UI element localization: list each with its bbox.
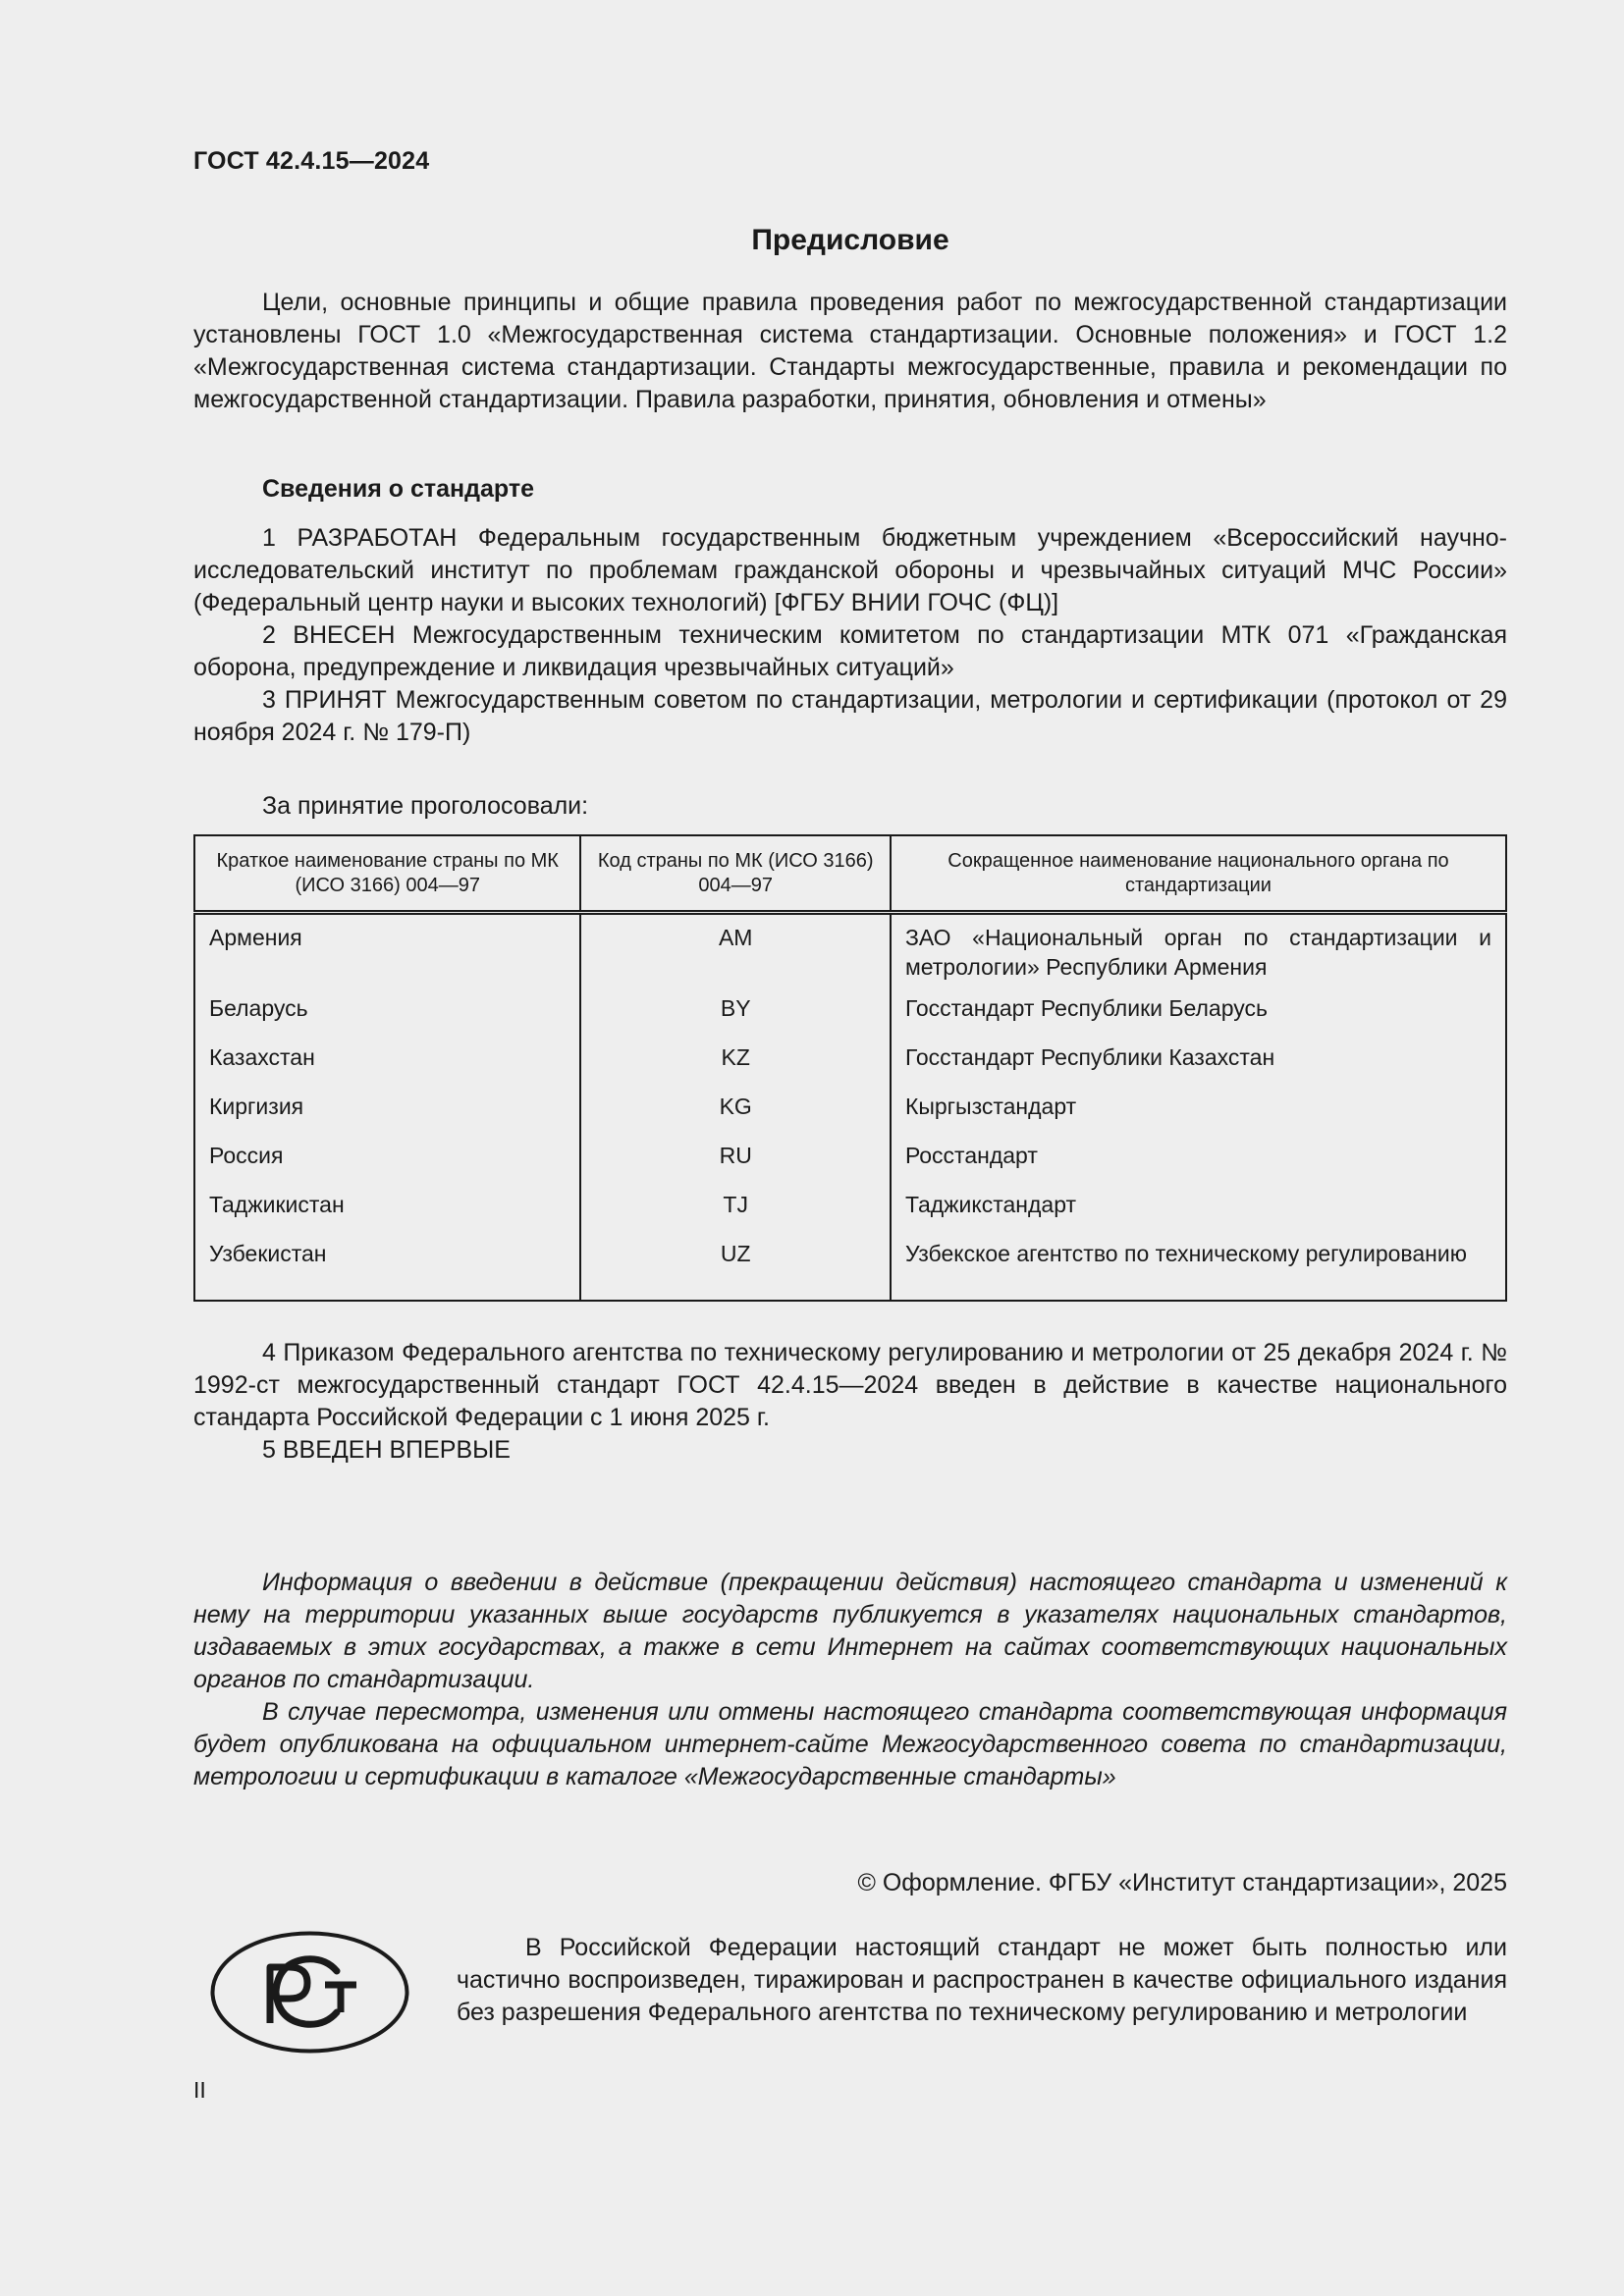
cell-country: Беларусь <box>194 993 580 1042</box>
voted-label: За принятие проголосовали: <box>262 792 589 820</box>
cell-code: AM <box>580 913 890 994</box>
cell-country: Таджикистан <box>194 1190 580 1239</box>
table-row <box>194 1092 1506 1141</box>
header-code: Код страны по МК (ИСО 3166) 004—97 <box>580 835 890 913</box>
cell-code: KZ <box>580 1042 890 1092</box>
notice-section <box>193 1567 1507 1793</box>
info-heading: Сведения о стандарте <box>262 475 535 503</box>
info-heading-block <box>193 473 1507 506</box>
voted-label-block <box>193 790 1507 823</box>
page-number: II <box>193 2077 206 2103</box>
cell-code: UZ <box>580 1239 890 1301</box>
cell-org: Госстандарт Республики Казахстан <box>891 1042 1506 1092</box>
notice-paragraph-1: Информация о введении в действие (прекращении действия) настоящего стандарта и изменений к нему на территории указанных выше государств публикуется в указателях национальных стандартов, издаваемых в этих государствах, а также в сети Интернет на сайтах соответствующих национальных органов по стандартизации. <box>193 1569 1507 1693</box>
notice-paragraph-2: В случае пересмотра, изменения или отмены настоящего стандарта соответствующая информация будет опубликована на официальном интернет-сайте Межгосударственного совета по стандартизации, метрологии и сертификации в каталоге «Межгосударственные стандарты» <box>193 1698 1507 1790</box>
voting-table <box>193 834 1507 1302</box>
table-row <box>194 1042 1506 1092</box>
item-3-adopted: 3 ПРИНЯТ Межгосударственным советом по стандартизации, метрологии и сертификации (протокол от 29 ноября 2024 г. № 179-П) <box>193 686 1507 746</box>
item-4-order: 4 Приказом Федерального агентства по техническому регулированию и метрологии от 25 декабря 2024 г. № 1992-ст межгосударственный стандарт ГОСТ 42.4.15—2024 введен в действие в качестве национального стандарта Российской Федерации с 1 июня 2025 г. <box>193 1339 1507 1431</box>
table-row <box>194 1239 1506 1301</box>
rst-certification-mark-icon <box>209 1930 410 2055</box>
item-2-submitted: 2 ВНЕСЕН Межгосударственным техническим комитетом по стандартизации МТК 071 «Гражданская оборона, предупреждение и ликвидация чрезвычайных ситуаций» <box>193 621 1507 681</box>
page-title: Предисловие <box>751 224 949 256</box>
table-header-row <box>194 835 1506 913</box>
intro-section <box>193 287 1507 416</box>
intro-paragraph: Цели, основные принципы и общие правила проведения работ по межгосударственной стандартизации установлены ГОСТ 1.0 «Межгосударственная система стандартизации. Основные положения» и ГОСТ 1.2 «Межгосударственная система стандартизации. Стандарты межгосударственные, правила и рекомендации по межгосударственной стандартизации. Правила разработки, принятия, обновления и отмены» <box>193 289 1507 413</box>
header-country: Краткое наименование страны по МК (ИСО 3166) 004—97 <box>194 835 580 913</box>
item-1-developed: 1 РАЗРАБОТАН Федеральным государственным бюджетным учреждением «Всероссийский научно-исследовательский институт по проблемам гражданской обороны и чрезвычайных ситуаций МЧС России» (Федеральный центр науки и высоких технологий) [ФГБУ ВНИИ ГОЧС (ФЦ)] <box>193 524 1507 616</box>
cell-org: Госстандарт Республики Беларусь <box>891 993 1506 1042</box>
cell-country: Киргизия <box>194 1092 580 1141</box>
table-row <box>194 1141 1506 1190</box>
cell-code: KG <box>580 1092 890 1141</box>
table-row <box>194 913 1506 994</box>
cell-org: Узбекское агентство по техническому регулированию <box>891 1239 1506 1301</box>
cell-org: Таджикстандарт <box>891 1190 1506 1239</box>
cell-code: BY <box>580 993 890 1042</box>
cell-code: RU <box>580 1141 890 1190</box>
rights-notice: В Российской Федерации настоящий стандарт не может быть полностью или частично воспроизведен, тиражирован и распространен в качестве официального издания без разрешения Федерального агентства по техническому регулированию и метрологии <box>457 1934 1507 2026</box>
standard-info <box>193 522 1507 749</box>
cell-org: Росстандарт <box>891 1141 1506 1190</box>
copyright-line: © Оформление. ФГБУ «Институт стандартизации», 2025 <box>857 1869 1507 1896</box>
table-row <box>194 1190 1506 1239</box>
item-5-first-introduced: 5 ВВЕДЕН ВПЕРВЫЕ <box>262 1436 511 1464</box>
document-id: ГОСТ 42.4.15—2024 <box>193 147 430 175</box>
cell-org: Кыргызстандарт <box>891 1092 1506 1141</box>
table-row <box>194 993 1506 1042</box>
cell-country: Россия <box>194 1141 580 1190</box>
cell-code: TJ <box>580 1190 890 1239</box>
cell-country: Армения <box>194 913 580 994</box>
cell-country: Узбекистан <box>194 1239 580 1301</box>
enactment-section <box>193 1337 1507 1467</box>
cell-country: Казахстан <box>194 1042 580 1092</box>
cell-org: ЗАО «Национальный орган по стандартизации и метрологии» Республики Армения <box>891 913 1506 994</box>
header-org: Сокращенное наименование национального органа по стандартизации <box>891 835 1506 913</box>
